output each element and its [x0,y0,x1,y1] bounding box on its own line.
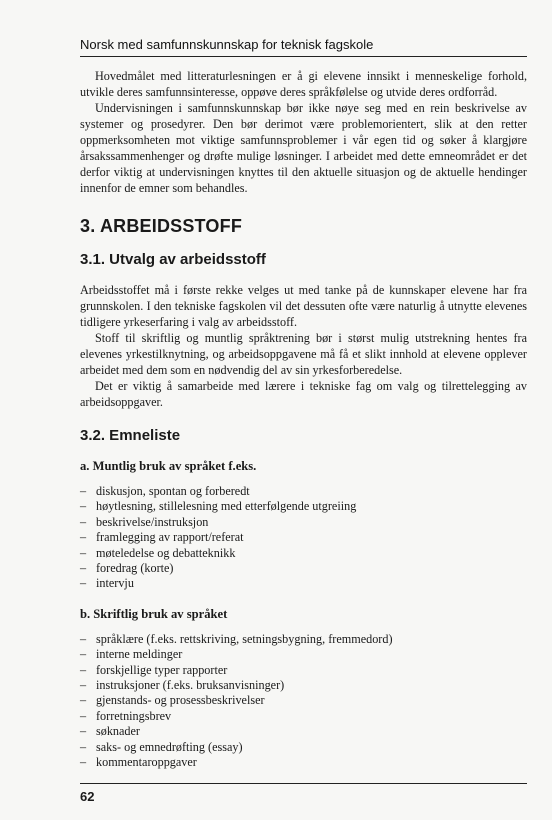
list-item: – foredrag (korte) [80,561,527,576]
list-item: – kommentaroppgaver [80,755,527,770]
list-item: – gjenstands- og prosessbeskrivelser [80,693,527,708]
header-rule [80,56,527,57]
subheading-a: a. Muntlig bruk av språket f.eks. [80,459,257,473]
body-text [80,68,527,771]
list-item: – høytlesning, stillelesning med etterfølgende utgreiing [80,499,527,514]
list-item: – beskrivelse/instruksjon [80,515,527,530]
list-item: – interne meldinger [80,647,527,662]
list-item: – språklære (f.eks. rettskriving, setningsbygning, fremmedord) [80,632,527,647]
section-heading-3-1: 3.1. Utvalg av arbeidsstoff [80,251,266,268]
written-topics-list [80,632,527,771]
list-item: – intervju [80,576,527,591]
footer-rule [80,783,527,784]
section-heading-3-2: 3.2. Emneliste [80,427,181,444]
intro-paragraph-1: Hovedmålet med litteraturlesningen er å gi elevene innsikt i menneskelige forhold, utvikle deres samfunnsinteresse, oppøve deres språkfølelse og utvide deres ordforråd. [80,69,527,99]
section-3-1-paragraph-1: Arbeidsstoffet må i første rekke velges ut med tanke på de kunnskaper elevene har fra grunnskolen. I den tekniske fagskolen vil det dessuten ofte være naturlig å utnytte elevenes tidligere yrkeserfaring i valg av arbeidsstoff. [80,283,527,329]
chapter-heading: 3. ARBEIDSSTOFF [80,216,243,236]
running-title: Norsk med samfunnskunnskap for teknisk fagskole [80,37,374,52]
list-item: – søknader [80,724,527,739]
oral-topics-list [80,484,527,592]
list-item: – forskjellige typer rapporter [80,663,527,678]
section-3-1-paragraph-2: Stoff til skriftlig og muntlig språktrening bør i størst mulig utstrekning hentes fra elevenes yrkestilknytning, og arbeidsoppgavene må få et slikt innhold at elevene opplever arbeidet med dem som en nødvendig del av sin yrkesforberedelse. [80,331,527,377]
list-item: – forretningsbrev [80,709,527,724]
list-item: – saks- og emnedrøfting (essay) [80,740,527,755]
intro-paragraph-2: Undervisningen i samfunnskunnskap bør ikke nøye seg med en rein beskrivelse av systemer og prosedyrer. Den bør derimot være problemorientert, slik at den retter oppmerksomheten mot viktige samfunnsproblemer i vår egen tid og søker å klargjøre årsakssammenhenger og drøfte mulige løsninger. I arbeidet med dette emneområdet er det derfor viktig at undervisningen knyttes til den aktuelle situasjon og de aktuelle hendinger innenfor de emner som behandles. [80,101,527,195]
list-item: – framlegging av rapport/referat [80,530,527,545]
section-3-1-paragraph-3: Det er viktig å samarbeide med lærere i tekniske fag om valg og tilrettelegging av arbeidsoppgaver. [80,379,527,409]
list-item: – møteledelse og debatteknikk [80,546,527,561]
subheading-b: b. Skriftlig bruk av språket [80,606,228,621]
list-item: – instruksjoner (f.eks. bruksanvisninger) [80,678,527,693]
page-number: 62 [80,789,95,804]
list-item: – diskusjon, spontan og forberedt [80,484,527,499]
